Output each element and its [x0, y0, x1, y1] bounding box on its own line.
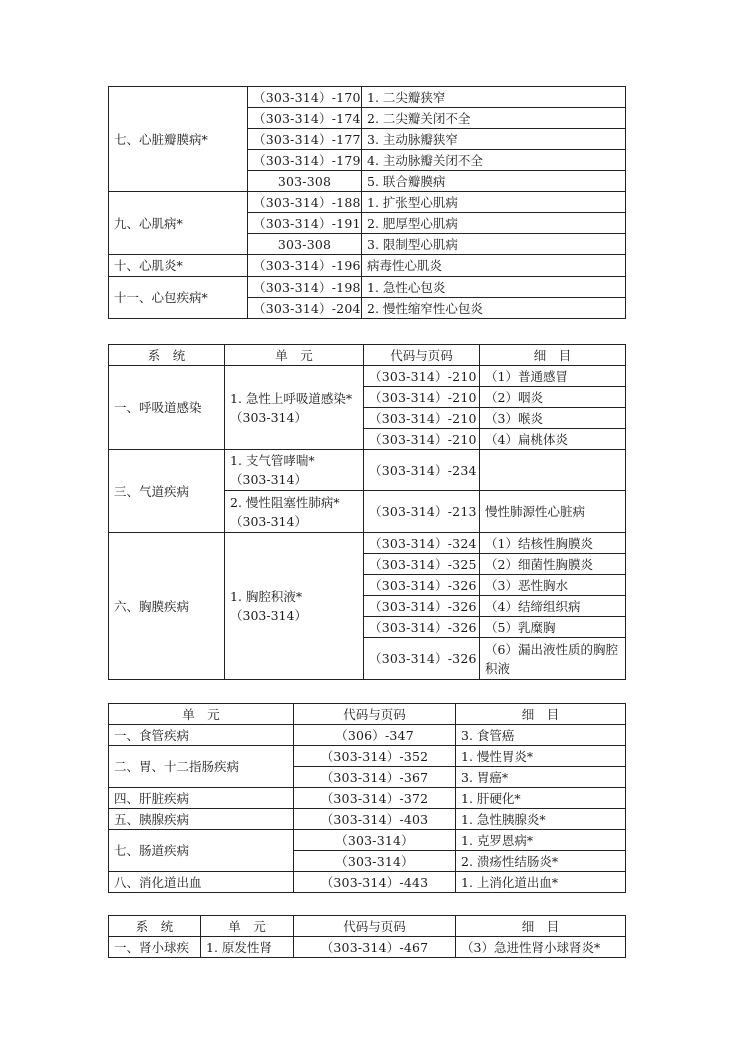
- code-cell: （306）-347: [294, 725, 456, 746]
- item-cell: 1. 上消化道出血*: [456, 872, 626, 893]
- unit-cell: 七、心脏瓣膜病*: [109, 87, 248, 192]
- code-cell: （303-314）-372: [294, 788, 456, 809]
- item-cell: （4）结缔组织病: [480, 596, 626, 617]
- item-cell: 3. 主动脉瓣狭窄: [362, 129, 626, 150]
- item-cell: （1）普通感冒: [480, 366, 626, 387]
- code-cell: （303-314）-352: [294, 746, 456, 767]
- table-renal: [108, 915, 626, 958]
- code-cell: （303-314）: [294, 830, 456, 851]
- table-respiratory: [108, 344, 626, 680]
- header-unit: 单 元: [225, 345, 364, 366]
- item-cell: 2. 慢性缩窄性心包炎: [362, 298, 626, 319]
- unit-cell: 1. 胸腔积液* （303-314）: [225, 533, 364, 680]
- system-cell: 三、气道疾病: [109, 450, 225, 533]
- unit-cell: 九、心肌病*: [109, 192, 248, 255]
- code-cell: （303-314）-467: [294, 937, 456, 958]
- code-cell: （303-314）-326: [364, 596, 480, 617]
- code-cell: （303-314）-325: [364, 554, 480, 575]
- code-cell: （303-314）-191: [248, 213, 362, 234]
- code-cell: （303-314）-204: [248, 298, 362, 319]
- unit-cell: 一、食管疾病: [109, 725, 294, 746]
- item-cell: （3）喉炎: [480, 408, 626, 429]
- code-cell: （303-314）-210: [364, 366, 480, 387]
- header-code: 代码与页码: [364, 345, 480, 366]
- unit-cell: 2. 慢性阻塞性肺病* （303-314）: [225, 491, 364, 533]
- code-cell: （303-314）-403: [294, 809, 456, 830]
- item-cell: 3. 限制型心肌病: [362, 234, 626, 255]
- code-cell: （303-314）-326: [364, 575, 480, 596]
- unit-cell: 五、胰腺疾病: [109, 809, 294, 830]
- table-cardiac: [108, 86, 626, 319]
- code-cell: （303-314）-188: [248, 192, 362, 213]
- code-cell: （303-314）-210: [364, 408, 480, 429]
- item-cell: 1. 急性胰腺炎*: [456, 809, 626, 830]
- system-cell: 六、胸膜疾病: [109, 533, 225, 680]
- unit-cell: 1. 原发性肾: [201, 937, 294, 958]
- header-unit: 单 元: [201, 916, 294, 937]
- item-cell: 1. 二尖瓣狭窄: [362, 87, 626, 108]
- item-cell: 病毒性心肌炎: [362, 255, 626, 277]
- item-cell: （1）结核性胸膜炎: [480, 533, 626, 554]
- header-code: 代码与页码: [294, 916, 456, 937]
- item-cell: 1. 扩张型心肌病: [362, 192, 626, 213]
- code-cell: （303-314）-177: [248, 129, 362, 150]
- system-cell: 一、肾小球疾: [109, 937, 201, 958]
- unit-cell: 二、胃、十二指肠疾病: [109, 746, 294, 788]
- code-cell: 303-308: [248, 234, 362, 255]
- header-item: 细 目: [456, 916, 626, 937]
- code-cell: （303-314）-196: [248, 255, 362, 277]
- unit-cell: 十一、心包疾病*: [109, 277, 248, 319]
- code-cell: （303-314）-443: [294, 872, 456, 893]
- item-cell: （6）漏出液性质的胸腔积液: [480, 638, 626, 680]
- item-cell: （5）乳糜胸: [480, 617, 626, 638]
- header-item: 细 目: [480, 345, 626, 366]
- unit-cell: 十、心肌炎*: [109, 255, 248, 277]
- unit-cell: 八、消化道出血: [109, 872, 294, 893]
- item-cell: 1. 急性心包炎: [362, 277, 626, 298]
- unit-cell: 1. 支气管哮喘* （303-314）: [225, 450, 364, 491]
- item-cell: （3）恶性胸水: [480, 575, 626, 596]
- unit-cell: 七、肠道疾病: [109, 830, 294, 872]
- item-cell: （2）咽炎: [480, 387, 626, 408]
- header-item: 细 目: [456, 704, 626, 725]
- code-cell: （303-314）-210: [364, 429, 480, 450]
- table-digestive: [108, 703, 626, 893]
- item-cell: （3）急进性肾小球肾炎*: [456, 937, 626, 958]
- code-cell: （303-314）-198: [248, 277, 362, 298]
- code-cell: 303-308: [248, 171, 362, 192]
- item-cell: 1. 肝硬化*: [456, 788, 626, 809]
- code-cell: （303-314）-367: [294, 767, 456, 788]
- item-cell: 3. 食管癌: [456, 725, 626, 746]
- system-cell: 一、呼吸道感染: [109, 366, 225, 450]
- code-cell: （303-314）: [294, 851, 456, 872]
- code-cell: （303-314）-326: [364, 638, 480, 680]
- unit-cell: 1. 急性上呼吸道感染* （303-314）: [225, 366, 364, 450]
- item-cell: 4. 主动脉瓣关闭不全: [362, 150, 626, 171]
- header-system: 系 统: [109, 345, 225, 366]
- code-cell: （303-314）-234: [364, 450, 480, 491]
- header-code: 代码与页码: [294, 704, 456, 725]
- item-cell: （2）细菌性胸膜炎: [480, 554, 626, 575]
- item-cell: 2. 肥厚型心肌病: [362, 213, 626, 234]
- item-cell: 2. 溃疡性结肠炎*: [456, 851, 626, 872]
- code-cell: （303-314）-179: [248, 150, 362, 171]
- header-system: 系 统: [109, 916, 201, 937]
- code-cell: （303-314）-326: [364, 617, 480, 638]
- item-cell: （4）扁桃体炎: [480, 429, 626, 450]
- code-cell: （303-314）-170: [248, 87, 362, 108]
- code-cell: （303-314）-174: [248, 108, 362, 129]
- header-unit: 单 元: [109, 704, 294, 725]
- unit-cell: 四、肝脏疾病: [109, 788, 294, 809]
- code-cell: （303-314）-210: [364, 387, 480, 408]
- item-cell: 1. 慢性胃炎*: [456, 746, 626, 767]
- item-cell: 3. 胃癌*: [456, 767, 626, 788]
- item-cell: 5. 联合瓣膜病: [362, 171, 626, 192]
- code-cell: （303-314）-324: [364, 533, 480, 554]
- item-cell: 1. 克罗恩病*: [456, 830, 626, 851]
- item-cell: 2. 二尖瓣关闭不全: [362, 108, 626, 129]
- code-cell: （303-314）-213: [364, 491, 480, 533]
- item-cell: 慢性肺源性心脏病: [480, 491, 626, 533]
- item-cell: [480, 450, 626, 491]
